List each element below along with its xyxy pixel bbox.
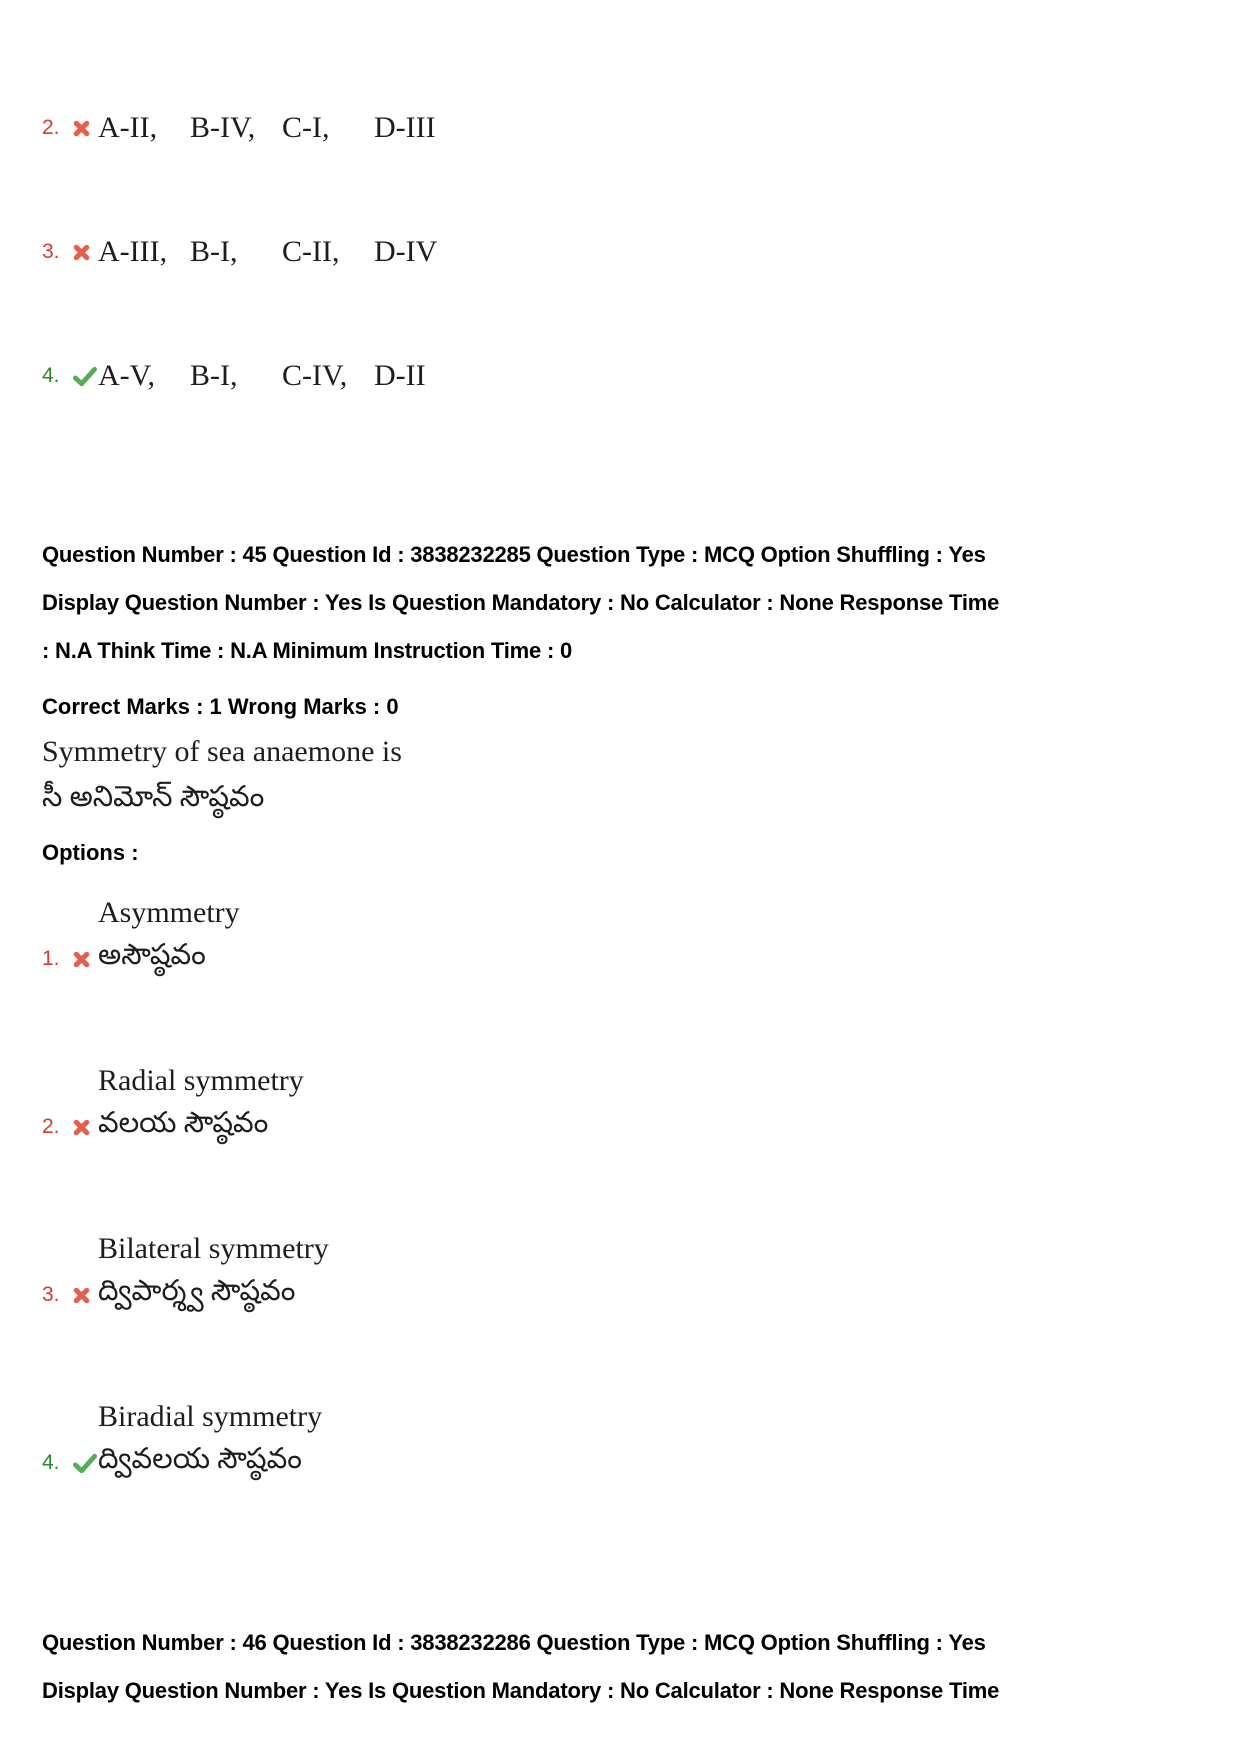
option-match-pairs xyxy=(98,359,426,393)
answer-option-block xyxy=(42,1395,1200,1487)
option-text-english: Radial symmetry xyxy=(98,1064,304,1097)
answer-option-row xyxy=(42,232,1200,272)
match-pair: B-IV, xyxy=(190,111,256,144)
answer-option-row xyxy=(42,108,1200,148)
match-pair: D-III xyxy=(374,111,436,144)
option-number: 3. xyxy=(42,1283,60,1306)
option-text-telugu: ద్విపార్శ్వ సౌష్ఠవం xyxy=(98,1275,296,1307)
match-pair: A-V, xyxy=(98,359,155,392)
question-45-metadata xyxy=(42,531,1198,675)
option-match-pairs xyxy=(98,111,436,145)
correct-check-icon xyxy=(72,366,98,387)
option-text-english: Asymmetry xyxy=(98,896,240,929)
option-number: 3. xyxy=(42,240,60,263)
question-text-english: Symmetry of sea anaemone is xyxy=(42,735,402,768)
option-number-row xyxy=(42,935,1200,983)
match-pair: C-II, xyxy=(282,235,340,268)
question-meta-line: Question Number : 45 Question Id : 3838232285 Question Type : MCQ Option Shuffling : Yes xyxy=(42,542,986,567)
option-number: 4. xyxy=(42,1451,60,1474)
option-text-english: Biradial symmetry xyxy=(98,1400,323,1433)
option-number: 2. xyxy=(42,1115,60,1138)
options-heading: Options : xyxy=(42,840,139,865)
option-number-row xyxy=(42,1271,1200,1319)
wrong-cross-icon xyxy=(72,950,98,969)
option-match-pairs xyxy=(98,235,437,269)
option-number: 1. xyxy=(42,947,60,970)
match-pair: D-II xyxy=(374,359,426,392)
option-text-english: Bilateral symmetry xyxy=(98,1232,329,1265)
question-meta-line: Question Number : 46 Question Id : 3838232286 Question Type : MCQ Option Shuffling : Yes xyxy=(42,1630,986,1655)
question-46-metadata xyxy=(42,1619,1198,1715)
question-meta-line: Display Question Number : Yes Is Question Mandatory : No Calculator : None Response Time xyxy=(42,590,1000,615)
match-pair: C-IV, xyxy=(282,359,348,392)
option-text-telugu: ద్వివలయ సౌష్ఠవం xyxy=(98,1443,302,1475)
match-pair: A-III, xyxy=(98,235,168,268)
question-text-telugu: సీ అనిమోన్ సౌష్ఠవం xyxy=(42,781,265,813)
question-meta-line: Display Question Number : Yes Is Question Mandatory : No Calculator : None Response Time xyxy=(42,1678,1000,1703)
answer-option-block xyxy=(42,1227,1200,1319)
option-text-telugu: వలయ సౌష్ఠవం xyxy=(98,1107,269,1139)
wrong-cross-icon xyxy=(72,1286,98,1305)
option-text-telugu: అసౌష్ఠవం xyxy=(98,939,206,971)
match-pair: A-II, xyxy=(98,111,158,144)
answer-option-row xyxy=(42,356,1200,396)
option-number-row xyxy=(42,1103,1200,1151)
wrong-cross-icon xyxy=(72,1118,98,1137)
option-number: 4. xyxy=(42,364,60,387)
match-pair: B-I, xyxy=(190,235,238,268)
match-pair: D-IV xyxy=(374,235,438,268)
option-number-row xyxy=(42,1439,1200,1487)
question-45-options xyxy=(42,891,1200,1487)
option-number: 2. xyxy=(42,116,60,139)
answer-option-block xyxy=(42,1059,1200,1151)
match-pair: C-I, xyxy=(282,111,330,144)
previous-question-options xyxy=(42,108,1200,396)
marks-line: Correct Marks : 1 Wrong Marks : 0 xyxy=(42,694,399,719)
wrong-cross-icon xyxy=(72,119,98,138)
correct-check-icon xyxy=(72,1453,98,1474)
wrong-cross-icon xyxy=(72,243,98,262)
answer-option-block xyxy=(42,891,1200,983)
question-meta-line: : N.A Think Time : N.A Minimum Instruction Time : 0 xyxy=(42,638,573,663)
match-pair: B-I, xyxy=(190,359,238,392)
